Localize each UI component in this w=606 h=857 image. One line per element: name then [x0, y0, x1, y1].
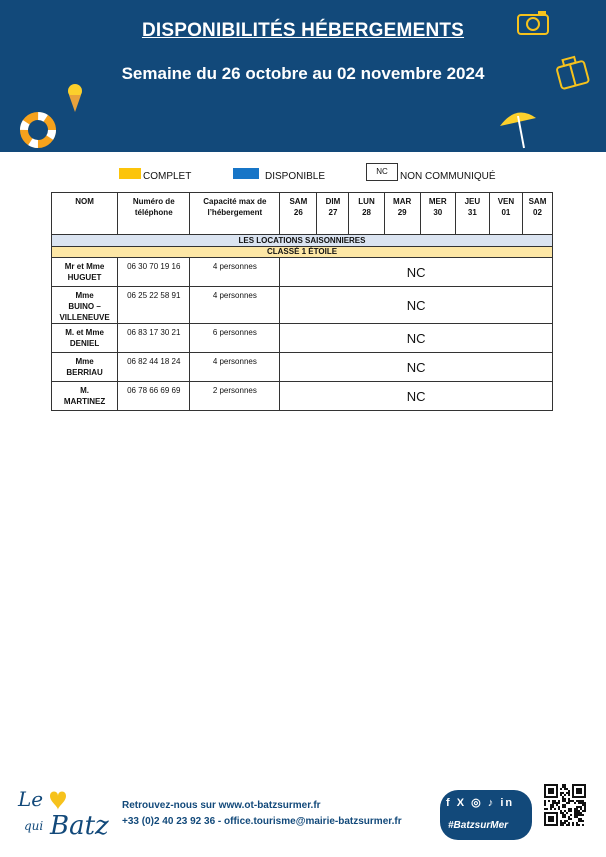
- suitcase-icon: [552, 52, 592, 92]
- row-phone: 06 82 44 18 24: [118, 353, 190, 382]
- footer: [0, 770, 606, 857]
- row-status: NC: [280, 287, 553, 324]
- footer-contact: +33 (0)2 40 23 92 36 - office.tourisme@mairie-batzsurmer.fr: [122, 816, 402, 827]
- row-status: NC: [280, 382, 553, 411]
- row-capacity: 4 personnes: [190, 258, 280, 287]
- row-capacity: 2 personnes: [190, 382, 280, 411]
- table-row: [52, 382, 553, 411]
- legend-nc-label: NON COMMUNIQUÉ: [400, 171, 496, 182]
- section-band: [52, 235, 553, 247]
- section-title: LES LOCATIONS SAISONNIERES: [52, 235, 553, 247]
- legend-complet-label: COMPLET: [143, 171, 192, 182]
- row-status: NC: [280, 353, 553, 382]
- header-day: MER 30: [420, 193, 455, 235]
- social-icons: f X ◎ ♪ in: [446, 797, 515, 809]
- svg-text:qui: qui: [24, 819, 44, 833]
- batz-logo: [16, 782, 112, 838]
- table-row: [52, 258, 553, 287]
- header-day: VEN 01: [489, 193, 522, 235]
- row-phone: 06 25 22 58 91: [118, 287, 190, 324]
- header-day: JEU 31: [455, 193, 489, 235]
- row-name: Mme BUINO – VILLENEUVE: [52, 287, 118, 324]
- legend-disponible-swatch: [233, 168, 259, 179]
- svg-text:Batz: Batz: [50, 811, 109, 838]
- row-capacity: 4 personnes: [190, 287, 280, 324]
- lifebuoy-icon: [20, 112, 56, 148]
- header-day: MAR 29: [384, 193, 420, 235]
- hashtag: #BatzsurMer: [448, 820, 509, 831]
- beach-umbrella-icon: [494, 104, 540, 150]
- legend-nc-box: NC: [366, 163, 398, 181]
- camera-icon: [516, 8, 550, 36]
- legend: [0, 162, 606, 186]
- qr-code-icon: [544, 784, 586, 826]
- table-header-row: [52, 193, 553, 235]
- social-badge: [440, 790, 532, 840]
- ice-cream-icon: [64, 82, 86, 114]
- class-title: CLASSÉ 1 ÉTOILE: [52, 247, 553, 258]
- heart-icon: [50, 792, 66, 811]
- header-day: SAM 02: [522, 193, 552, 235]
- footer-website: Retrouvez-nous sur www.ot-batzsurmer.fr: [122, 800, 321, 811]
- class-band: [52, 247, 553, 258]
- availability-table: [51, 192, 553, 411]
- header-phone: Numéro de téléphone: [118, 193, 190, 235]
- header-nom: NOM: [52, 193, 118, 235]
- legend-disponible-label: DISPONIBLE: [265, 171, 326, 182]
- header-day: SAM 26: [280, 193, 317, 235]
- table-row: [52, 324, 553, 353]
- page-title: DISPONIBILITÉS HÉBERGEMENTS: [141, 20, 465, 41]
- row-status: NC: [280, 258, 553, 287]
- row-phone: 06 78 66 69 69: [118, 382, 190, 411]
- row-capacity: 4 personnes: [190, 353, 280, 382]
- header-capacity: Capacité max de l’hébergement: [190, 193, 280, 235]
- row-name: M. MARTINEZ: [52, 382, 118, 411]
- svg-text:Le: Le: [18, 787, 44, 811]
- row-name: M. et Mme DENIEL: [52, 324, 118, 353]
- table-row: [52, 353, 553, 382]
- header-banner: [0, 0, 606, 152]
- page-subtitle: Semaine du 26 octobre au 02 novembre 2024: [121, 64, 485, 83]
- row-name: Mme BERRIAU: [52, 353, 118, 382]
- row-capacity: 6 personnes: [190, 324, 280, 353]
- row-phone: 06 30 70 19 16: [118, 258, 190, 287]
- legend-complet-swatch: [119, 168, 141, 179]
- row-status: NC: [280, 324, 553, 353]
- row-name: Mr et Mme HUGUET: [52, 258, 118, 287]
- row-phone: 06 83 17 30 21: [118, 324, 190, 353]
- header-day: DIM 27: [317, 193, 349, 235]
- header-day: LUN 28: [349, 193, 384, 235]
- table-row: [52, 287, 553, 324]
